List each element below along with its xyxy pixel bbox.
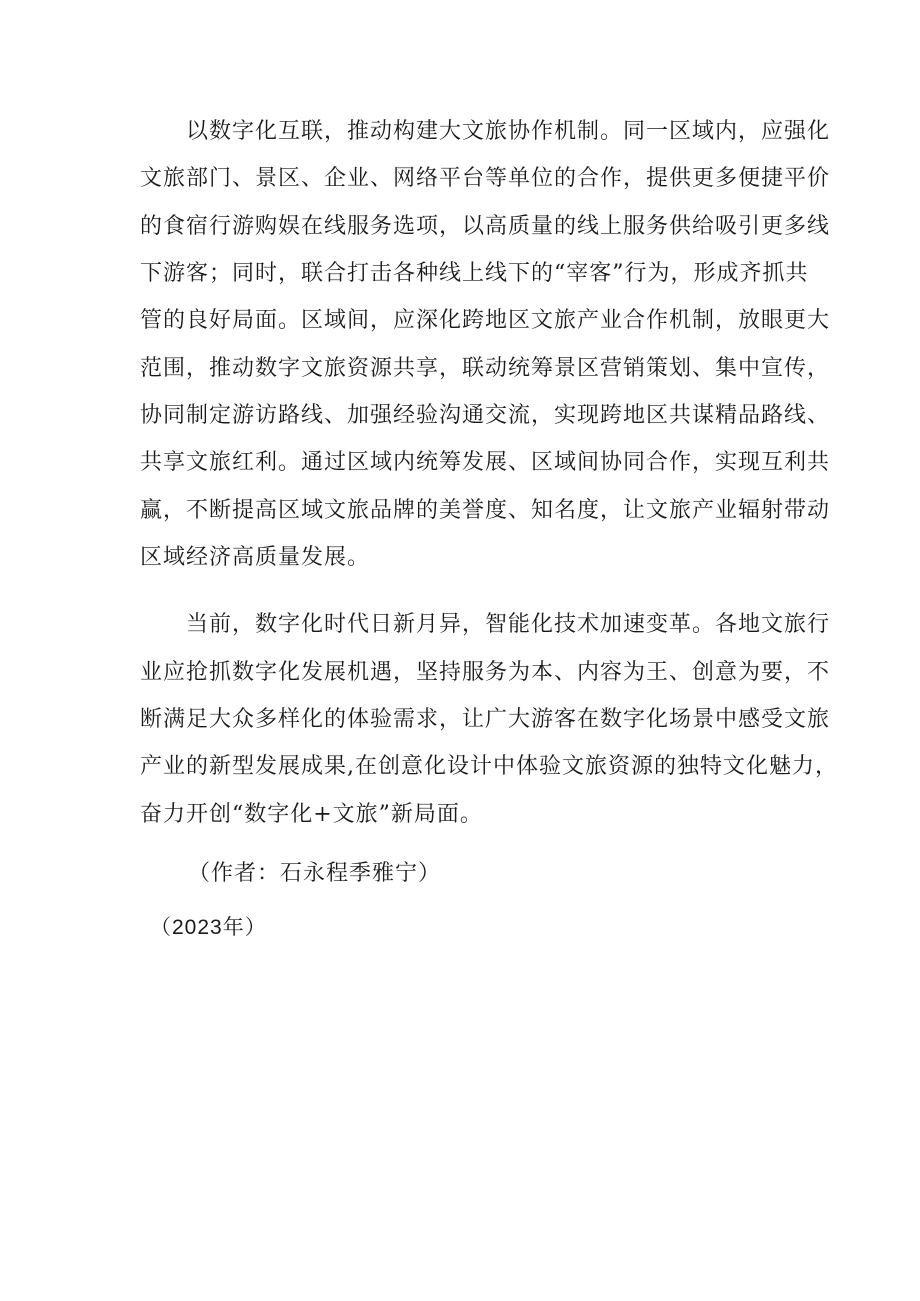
paragraph-line: 奋力开创“数字化+文旅”新局面。 [140, 802, 483, 827]
paragraph-line: 断满足大众多样化的体验需求，让广大游客在数字化场景中感受文旅 [140, 707, 831, 732]
author-credit: （作者：石永程季雅宁） [188, 861, 442, 886]
paragraph-line: 协同制定游访路线、加强经验沟通交流，实现跨地区共谋精品路线、 [140, 403, 831, 428]
publication-year: （2023年） [150, 916, 267, 939]
paragraph-line: 区域经济高质量发展。 [140, 545, 371, 570]
paragraph-line: 管的良好局面。区域间，应深化跨地区文旅产业合作机制，放眼更大 [140, 308, 831, 333]
paragraph-line: 以数字化互联，推动构建大文旅协作机制。同一区域内，应强化 [186, 119, 831, 144]
paragraph-line: 共享文旅红利。通过区域内统筹发展、区域间协同合作，实现互利共 [140, 450, 831, 475]
paragraph-line: 下游客；同时，联合打击各种线上线下的“宰客”行为，形成齐抓共 [140, 261, 809, 286]
paragraph-line: 赢，不断提高区域文旅品牌的美誉度、知名度，让文旅产业辐射带动 [140, 498, 831, 523]
paragraph-line: 的食宿行游购娱在线服务选项，以高质量的线上服务供给吸引更多线 [140, 214, 831, 239]
paragraph-line: 范围，推动数字文旅资源共享，联动统筹景区营销策划、集中宣传， [140, 356, 831, 381]
paragraph-line: 业应抢抓数字化发展机遇，坚持服务为本、内容为王、创意为要，不 [140, 660, 831, 685]
paragraph-line: 当前，数字化时代日新月异，智能化技术加速变革。各地文旅行 [186, 612, 831, 637]
paragraph-line: 文旅部门、景区、企业、网络平台等单位的合作，提供更多便捷平价 [140, 166, 831, 191]
paragraph-line: 产业的新型发展成果,在创意化设计中体验文旅资源的独特文化魅力， [140, 754, 838, 779]
